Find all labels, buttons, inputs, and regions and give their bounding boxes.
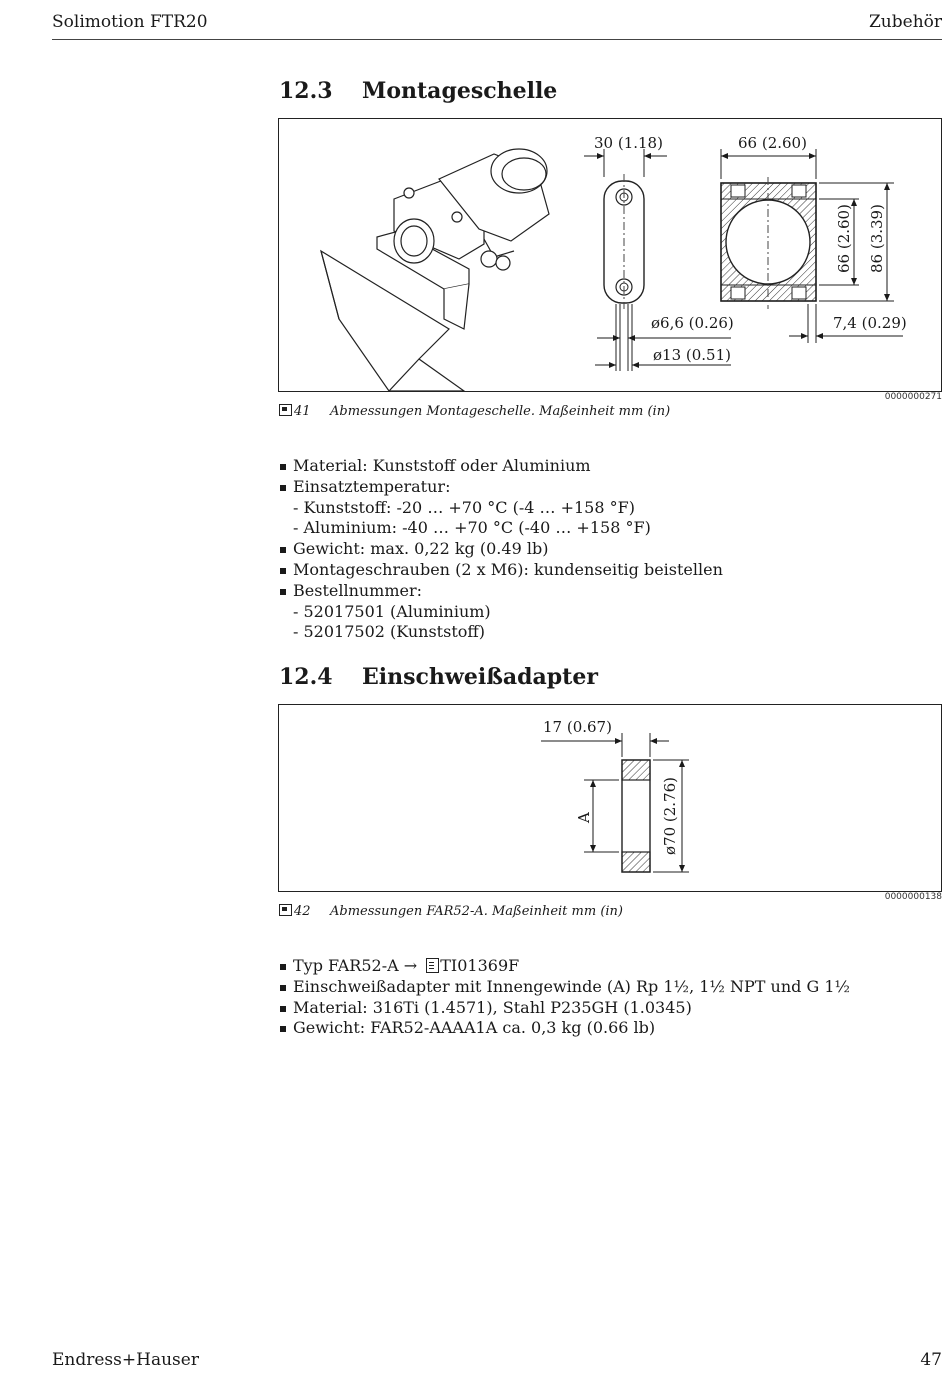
spec-text: Material: 316Ti (1.4571), Stahl P235GH (1.0345) — [293, 997, 692, 1017]
spec-list-einschweissadapter — [279, 956, 850, 1039]
section-title: Einschweißadapter — [362, 664, 598, 690]
spec-subitem: - Aluminium: -40 … +70 °C (-40 … +158 °F) — [293, 518, 651, 538]
dim-height-outer: 86 (3.39) — [868, 204, 886, 273]
dim-adapter-width: 17 (0.67) — [543, 718, 612, 736]
strap-side-view — [584, 149, 731, 371]
figure-number: 42 — [294, 904, 311, 919]
dim-label-a: A — [575, 812, 593, 823]
spec-text: Montageschrauben (2 x M6): kundenseitig beistellen — [293, 559, 723, 579]
spec-text: Einsatztemperatur: — [293, 476, 451, 496]
figure-id: 0000000138 — [884, 892, 942, 902]
figure-caption-text: Abmessungen FAR52-A. Maßeinheit mm (in) — [330, 904, 624, 919]
figure-icon — [279, 904, 292, 916]
document-icon — [426, 958, 439, 973]
figure-einschweissadapter — [278, 704, 942, 892]
dim-width-top: 30 (1.18) — [594, 134, 663, 152]
figure-montageschelle — [278, 118, 942, 392]
section-title: Montageschelle — [362, 78, 558, 104]
spec-item — [279, 1018, 850, 1039]
spec-subitem: - 52017501 (Aluminium) — [293, 601, 491, 621]
section-number: 12.4 — [279, 664, 333, 690]
figure-icon — [279, 404, 292, 416]
running-header-chapter: Zubehör — [868, 12, 942, 32]
spec-item — [279, 956, 850, 977]
dim-width-right: 66 (2.60) — [738, 134, 807, 152]
adapter-drawing — [279, 705, 943, 891]
spec-item — [279, 977, 850, 998]
spec-text: Gewicht: FAR52-AAAA1A ca. 0,3 kg (0.66 lb) — [293, 1018, 656, 1038]
bracket-illustration — [321, 149, 549, 391]
figure-caption-text: Abmessungen Montageschelle. Maßeinheit mm (in) — [330, 404, 671, 419]
figure-number: 41 — [294, 404, 311, 419]
header-rule — [52, 39, 942, 40]
dim-thickness: 7,4 (0.29) — [833, 314, 907, 332]
spec-item — [279, 477, 723, 539]
dim-hole-large: ø13 (0.51) — [653, 346, 731, 364]
spec-text: Gewicht: max. 0,22 kg (0.49 lb) — [293, 539, 549, 559]
dim-hole-small: ø6,6 (0.26) — [651, 314, 734, 332]
spec-item — [279, 998, 850, 1019]
spec-subitem: - 52017502 (Kunststoff) — [293, 622, 485, 642]
spec-item — [279, 539, 723, 560]
spec-text: Typ FAR52-A → — [293, 956, 423, 975]
figure-caption — [279, 903, 623, 919]
dim-adapter-diameter: ø70 (2.76) — [661, 777, 679, 855]
section-heading-montageschelle — [279, 78, 557, 104]
running-header-product: Solimotion FTR20 — [52, 12, 208, 32]
page-number: 47 — [920, 1350, 942, 1370]
figure-caption — [279, 403, 670, 419]
section-heading-einschweissadapter — [279, 664, 598, 690]
document-reference-link[interactable]: TI01369F — [440, 956, 520, 975]
montageschelle-drawing — [279, 119, 943, 391]
section-number: 12.3 — [279, 78, 333, 104]
spec-text: Material: Kunststoff oder Aluminium — [293, 456, 591, 475]
spec-subitem: - Kunststoff: -20 … +70 °C (-4 … +158 °F) — [293, 497, 635, 517]
spec-item — [279, 560, 723, 581]
footer-brand: Endress+Hauser — [52, 1350, 199, 1370]
spec-text: Bestellnummer: — [293, 580, 423, 600]
spec-item — [279, 456, 723, 477]
dim-height-inner: 66 (2.60) — [835, 204, 853, 273]
spec-item — [279, 581, 723, 643]
spec-text: Einschweißadapter mit Innengewinde (A) Rp 1½, 1½ NPT und G 1½ — [293, 976, 851, 996]
figure-id: 0000000271 — [884, 392, 942, 402]
spec-list-montageschelle — [279, 456, 723, 643]
